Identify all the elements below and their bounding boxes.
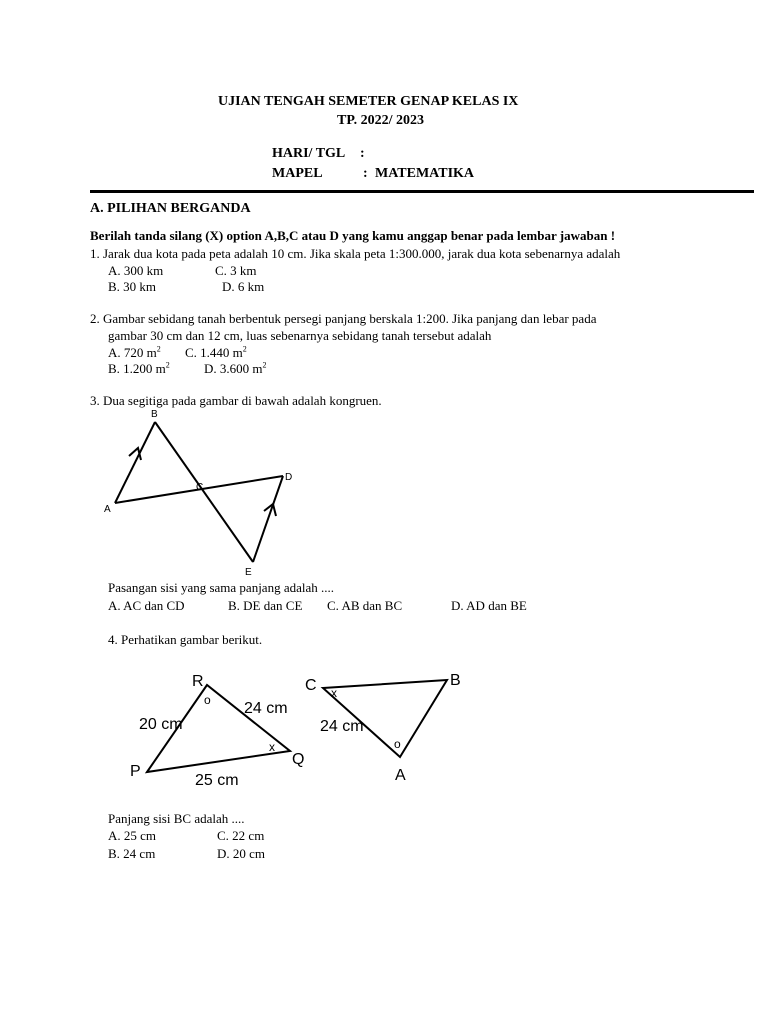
label-c: C	[305, 677, 317, 694]
q1-option-a: A. 300 km	[108, 263, 164, 278]
label-b: B	[450, 672, 461, 689]
q1-option-c: C. 3 km	[215, 263, 257, 278]
instruction: Berilah tanda silang (X) option A,B,C atau D yang kamu anggap benar pada lembar jawaban !	[90, 228, 616, 243]
q2-option-b: B. 1.200 $m^2$	[108, 360, 170, 376]
q3-option-a: A. AC dan CD	[108, 598, 185, 613]
q4-option-d: D. 20 cm	[217, 846, 266, 861]
q2-option-c: C. 1.440 $m^2$	[185, 344, 247, 360]
exam-title: UJIAN TENGAH SEMETER GENAP KELAS IX	[218, 94, 519, 109]
section-title: A. PILIHAN BERGANDA	[90, 201, 251, 216]
triangle-pqr-figure	[125, 665, 320, 790]
q3-option-d: D. AD dan BE	[451, 598, 527, 613]
label-b: B	[151, 409, 158, 420]
label-r: R	[192, 673, 204, 690]
question-3-prompt: Pasangan sisi yang sama panjang adalah ....	[108, 580, 334, 595]
angle-a-mark: o	[394, 737, 401, 751]
q4-option-a: A. 25 cm	[108, 828, 157, 843]
day-colon: :	[360, 146, 365, 161]
arrow-on-ab	[129, 448, 141, 460]
side-rq-label: 24 cm	[244, 700, 288, 717]
q2-option-a: A. 720 $m^2$	[108, 344, 161, 360]
subject-label: MAPEL	[272, 166, 323, 181]
side-rp-label: 20 cm	[139, 716, 183, 733]
label-a: A	[104, 504, 111, 515]
q4-option-b: B. 24 cm	[108, 846, 156, 861]
label-a: A	[395, 767, 406, 784]
label-e: E	[245, 567, 252, 578]
congruent-triangles-figure	[95, 404, 315, 580]
question-2-text-line2: gambar 30 cm dan 12 cm, luas sebenarnya sebidang tanah tersebut adalah	[108, 328, 492, 343]
segment-de	[253, 476, 283, 562]
exam-year: TP. 2022/ 2023	[337, 113, 424, 128]
q4-option-c: C. 22 cm	[217, 828, 265, 843]
side-ca-label: 24 cm	[320, 718, 364, 735]
question-1-text: 1. Jarak dua kota pada peta adalah 10 cm. Jika skala peta 1:300.000, jarak dua kota sebenarnya adalah	[90, 246, 621, 261]
triangle-abc-figure	[298, 665, 473, 790]
q1-option-d: D. 6 km	[222, 279, 265, 294]
day-label: HARI/ TGL	[272, 146, 346, 161]
subject-value: MATEMATIKA	[375, 166, 475, 181]
label-p: P	[130, 763, 141, 780]
question-4-text: 4. Perhatikan gambar berikut.	[108, 632, 263, 647]
label-c: C	[196, 482, 204, 493]
q3-option-b: B. DE dan CE	[228, 598, 303, 613]
angle-c-mark: x	[331, 686, 337, 700]
q2-option-d: D. 3.600 $m^2$	[204, 360, 267, 376]
angle-r-mark: o	[204, 693, 211, 707]
subject-colon: :	[363, 166, 368, 181]
label-q: Q	[292, 751, 305, 768]
q3-option-c: C. AB dan BC	[327, 598, 403, 613]
question-4-prompt: Panjang sisi BC adalah ....	[108, 811, 245, 826]
side-pq-label: 25 cm	[195, 772, 239, 789]
q1-option-b: B. 30 km	[108, 279, 157, 294]
header-divider	[90, 190, 754, 193]
angle-q-mark: x	[269, 740, 275, 754]
label-d: D	[285, 472, 293, 483]
segment-ab	[115, 422, 155, 503]
question-3-text: 3. Dua segitiga pada gambar di bawah adalah kongruen.	[90, 393, 382, 408]
segment-be	[155, 422, 253, 562]
question-2-text-line1: 2. Gambar sebidang tanah berbentuk persegi panjang berskala 1:200. Jika panjang dan lebar pada	[90, 311, 597, 326]
